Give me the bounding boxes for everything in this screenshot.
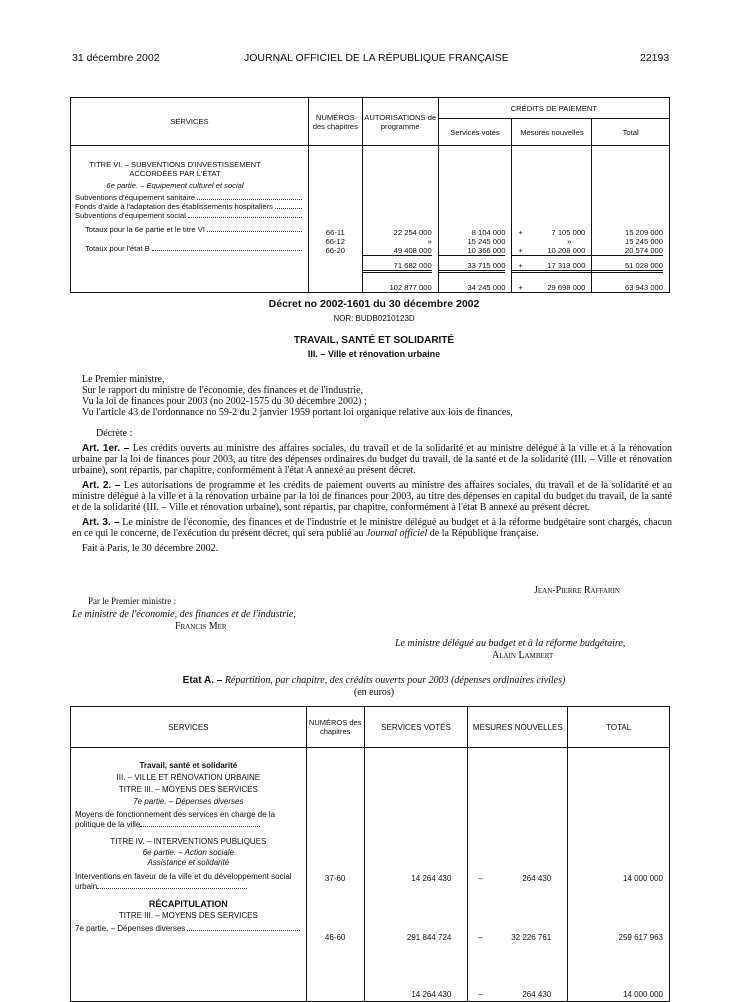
ministre-economie: Le ministre de l'économie, des finances et de l'industrie,: [72, 609, 296, 620]
table-etat-a: [70, 706, 670, 1002]
nouv-tot6: + 17 313 000: [512, 261, 591, 273]
t2-nouv-2: – 32 226 761: [478, 933, 552, 942]
total-totb: 63 943 000: [624, 283, 663, 292]
t2-row2-label: Interventions en faveur de la ville et du développement social urbain: [75, 872, 292, 891]
chap-3: 66-20: [325, 246, 346, 255]
decret-title: Décret no 2002-1601 du 30 décembre 2002: [268, 298, 480, 310]
t2-total-1: 14 000 000: [622, 874, 663, 883]
total-2: 15 245 000: [624, 237, 663, 246]
etat-a-title: Etat A. – Répartition, par chapitre, des crédits ouverts pour 2003 (dépenses ordinaires civiles): [182, 675, 566, 686]
t2-line-ville: III. – VILLE ET RÉNOVATION URBAINE: [116, 773, 261, 782]
row-label-1: Subventions d'équipement sanitaire: [75, 193, 304, 202]
col-credits: CRÉDITS DE PAIEMENT: [438, 98, 669, 119]
header-page-number: 22193: [640, 52, 670, 64]
t2-row3-label: 7e partie. – Dépenses diverses: [75, 924, 302, 933]
ap-3: 49 408 000: [363, 246, 432, 256]
t2-line-travail: Travail, santé et solidarité: [139, 761, 238, 770]
row-label-3: Subventions d'équipement social: [75, 211, 304, 220]
t2-line-assistance: Assistance et solidarité: [147, 858, 230, 867]
t2-line-titre4: TITRE IV. – INTERVENTIONS PUBLIQUES: [110, 837, 267, 846]
t2-col-chapitres: NUMÉROS des chapitres: [306, 707, 364, 748]
par-premier-ministre: Par le Premier ministre :: [88, 596, 176, 606]
total-1: 15 209 000: [624, 228, 663, 237]
t2-votes-3: 14 264 430: [411, 990, 452, 999]
nouv-3: + 10 208 000: [512, 246, 591, 256]
t2-nouv-3: – 264 430: [478, 990, 552, 999]
t2-line-titre3: TITRE III. – MOYENS DES SERVICES: [118, 785, 258, 794]
t2-line-partie7: 7e partie. – Dépenses diverses: [133, 797, 244, 806]
col-total: Total: [592, 119, 670, 146]
chap-1: 66-11: [325, 228, 345, 237]
decret-body: [72, 374, 672, 554]
signer-economie: Francis Mer: [175, 621, 227, 632]
intro-4: Vu l'article 43 de l'ordonnance no 59-2 du 2 janvier 1959 portant loi organique relative aux lois de finances,: [82, 407, 513, 418]
t2-chap-2: 46-60: [324, 933, 346, 942]
decrete: Décrète :: [96, 428, 133, 439]
header-journal: JOURNAL OFFICIEL DE LA RÉPUBLIQUE FRANÇAISE: [244, 52, 509, 64]
col-votes: Services votés: [438, 119, 512, 146]
ap-totb: 102 877 000: [389, 283, 432, 292]
total-3: 20 574 000: [592, 246, 663, 256]
intro-2: Sur le rapport du ministre de l'économie, des finances et de l'industrie,: [82, 385, 364, 396]
decret-nor: NOR: BUDB0210123D: [333, 314, 415, 323]
titre-vi: TITRE VI. – SUBVENTIONS D'INVESTISSEMENT ACCORDÉES PAR L'ÉTAT: [89, 160, 261, 178]
t2-total-2: 259 617 963: [618, 933, 663, 942]
totaux-6e-label: Totaux pour la 6e partie et le titre VI: [75, 225, 304, 234]
votes-2: 15 245 000: [467, 237, 506, 246]
col-autorisations: AUTORISATIONS de programme: [362, 98, 438, 146]
table-etat-b: [70, 97, 670, 293]
header-date: 31 décembre 2002: [72, 52, 160, 64]
votes-3: 10 366 000: [439, 246, 506, 256]
row-label-2: Fonds d'aide à l'adaptation des établissements hospitaliers: [75, 202, 304, 211]
t2-nouv-1: – 264 430: [478, 874, 552, 883]
votes-totb: 34 245 000: [467, 283, 506, 292]
decret-section: III. – Ville et rénovation urbaine: [307, 349, 441, 359]
ministre-budget: Le ministre délégué au budget et à la réforme budgétaire,: [395, 638, 626, 649]
totaux-b-label: Totaux pour l'état B: [75, 244, 304, 253]
t2-col-votes: SERVICES VOTÉS: [364, 707, 468, 748]
article-3: Art. 3. – Le ministre de l'économie, des finances et de l'industrie et le ministre délégué au budget et à la réforme budgétaire sont chargés, chacun en ce qui le concerne, de l'exécution du présent décret, qui sera publié au Journal officiel de la République française.: [72, 517, 673, 539]
ap-1: 22 254 000: [393, 228, 432, 237]
signer-budget: Alain Lambert: [492, 650, 554, 661]
chap-2: 66-12: [325, 237, 346, 246]
nouv-totb: + 29 698 000: [518, 283, 586, 292]
t2-line-titre3-recap: TITRE III. – MOYENS DES SERVICES: [118, 911, 258, 920]
t2-col-nouvelles: MESURES NOUVELLES: [468, 707, 568, 748]
nouv-2: »: [567, 237, 572, 246]
nouv-1: + 7 105 000: [518, 228, 586, 237]
total-tot6: 51 028 000: [592, 261, 663, 273]
partie-6: 6e partie. – Equipement culturel et social: [106, 181, 244, 190]
t2-votes-2: 291 844 724: [406, 933, 452, 942]
t2-votes-1: 14 264 430: [411, 874, 452, 883]
t2-recap: RÉCAPITULATION: [148, 899, 228, 909]
t2-total-3: 14 000 000: [622, 990, 663, 999]
ap-2: »: [427, 237, 432, 246]
col-nouvelles: Mesures nouvelles: [512, 119, 592, 146]
t2-chap-1: 37-60: [324, 874, 346, 883]
votes-tot6: 33 715 000: [439, 261, 506, 273]
votes-1: 8 104 000: [471, 228, 506, 237]
fait-a-paris: Fait à Paris, le 30 décembre 2002.: [82, 543, 219, 554]
t2-row1-label: Moyens de fonctionnement des services en charge de la politique de la ville: [75, 810, 276, 829]
article-2: Art. 2. – Les autorisations de programme et les crédits de paiement ouverts au ministre des affaires sociales, du travail et de la solidarité et au ministre délégué à la ville et à la rénovation urbaine par la loi de finances pour 2003, au titre des dépenses en capital du budget du travail, de la santé et de la solidarité (III. – Ville et rénovation urbaine), sont répartis, par chapitre, conformément à l'état B annexé au présent décret.: [72, 480, 672, 513]
intro-3: Vu la loi de finances pour 2003 (no 2002-1575 du 30 décembre 2002) ;: [82, 396, 367, 407]
signer-premier-ministre: Jean-Pierre Raffarin: [534, 585, 620, 596]
col-chapitres: NUMÉROS des chapitres: [308, 98, 362, 146]
intro-1: Le Premier ministre,: [82, 374, 165, 385]
article-1: Art. 1er. – Les crédits ouverts au ministre des affaires sociales, du travail et de la solidarité et au ministre délégué à la ville et à la rénovation urbaine par la loi de finances pour 2003, au titre des dépenses ordinaires du budget du travail, de la santé et de la solidarité (III. – Ville et rénovation urbaine), sont répartis, par chapitre, conformément à l'état A annexé au présent décret.: [72, 443, 672, 476]
decret-ministry: TRAVAIL, SANTÉ ET SOLIDARITÉ: [293, 335, 455, 346]
t2-col-services: SERVICES: [71, 707, 307, 748]
col-services: SERVICES: [71, 98, 309, 146]
etat-a-unit: (en euros): [353, 687, 395, 698]
ap-tot6: 71 682 000: [363, 261, 432, 273]
t2-col-total: TOTAL: [568, 707, 670, 748]
t2-line-partie6: 6e partie. – Action sociale: [142, 848, 234, 857]
